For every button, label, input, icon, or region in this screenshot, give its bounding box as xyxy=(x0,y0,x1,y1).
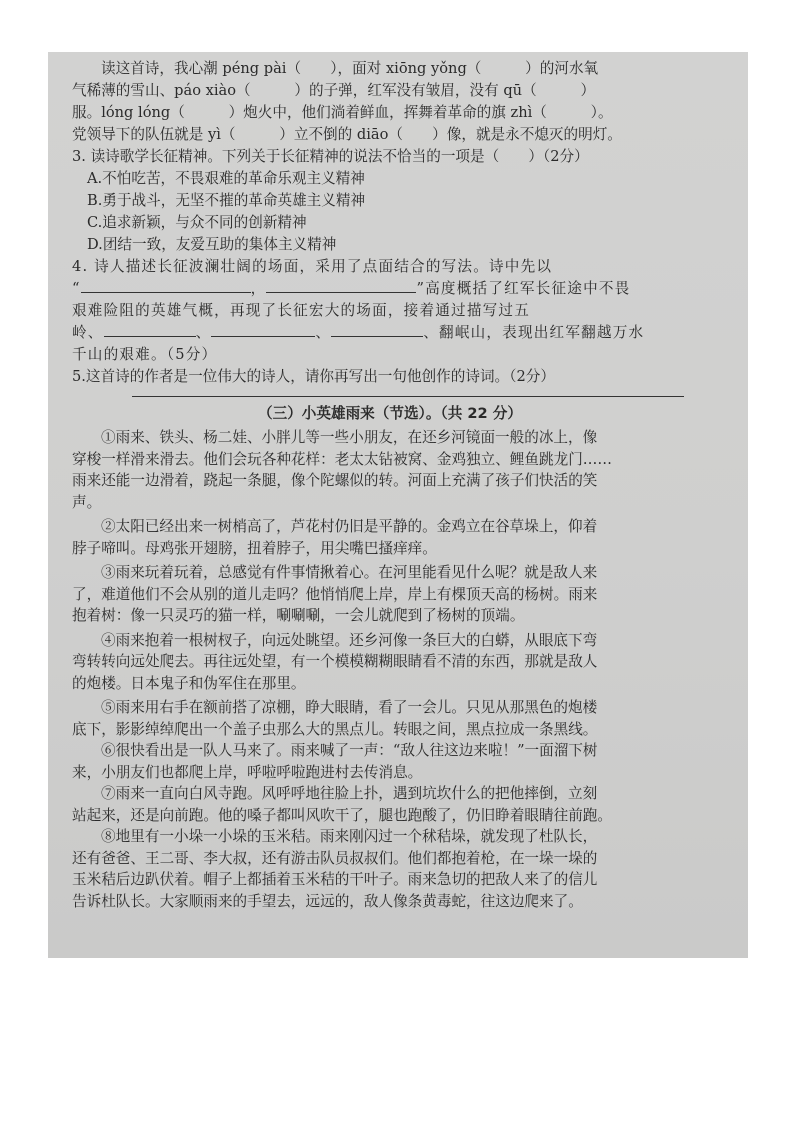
text-line: ①雨来、铁头、杨二娃、小胖儿等一些小朋友，在还乡河镜面一般的冰上，像 xyxy=(101,429,598,446)
text-line: 底下，影影绰绰爬出一个盖子虫那么大的黑点儿。转眼之间，黑点拉成一条黑线。 xyxy=(72,720,598,738)
worksheet-content xyxy=(72,58,708,912)
text-line: ②太阳已经出来一树梢高了，芦花村仍旧是平静的。金鸡立在谷草垛上，仰着 xyxy=(101,518,598,535)
quote-close-text: ”高度概括了红军长征途中不畏 xyxy=(416,280,631,297)
text-line: ⑤雨来用右手在额前搭了凉棚，睁大眼睛，看了一会儿。只见从那黑色的炮楼 xyxy=(101,699,598,716)
text-line: 还有爸爸、王二哥、李大叔，还有游击队员叔叔们。他们都抱着枪，在一垛一垛的 xyxy=(72,849,598,867)
question-stem: 4. 诗人描述长征波澜壮阔的场面，采用了点面结合的写法。诗中先以 xyxy=(72,258,553,275)
text-line: 读这首诗，我心潮 péng pài（ ），面对 xiōng yǒng（ ）的河水氧 xyxy=(101,60,599,77)
answer-blank[interactable] xyxy=(104,322,196,337)
text-line: ⑦雨来一直向白风寺跑。风呼呼地往脸上扑，遇到坑坎什么的把他摔倒，立刻 xyxy=(101,785,598,802)
text-line: 声。 xyxy=(72,493,102,511)
comma: ， xyxy=(250,280,267,297)
text-line-with-blanks xyxy=(72,278,708,300)
question-5 xyxy=(72,366,708,397)
quote-open: “ xyxy=(72,280,81,297)
text-line: 雨来还能一边滑着，跷起一条腿，像个陀螺似的转。河面上充满了孩子们快活的笑 xyxy=(72,472,598,489)
text-line: 来，小朋友们也都爬上岸，呼啦呼啦跑进村去传消息。 xyxy=(72,763,423,781)
text-line: 弯转转向远处爬去。再往远处望，有一个模模糊糊眼睛看不清的东西，那就是敌人 xyxy=(72,653,598,670)
option-a: A.不怕吃苦，不畏艰难的革命乐观主义精神 xyxy=(87,170,365,187)
text-line: 了，难道他们不会从别的道儿走吗？他悄悄爬上岸，岸上有棵顶天高的杨树。雨来 xyxy=(72,585,598,603)
separator: 、 xyxy=(195,324,212,341)
text-line-with-blanks xyxy=(72,322,708,344)
question-3 xyxy=(72,146,708,256)
text-line: 站起来，还是向前跑。他的嗓子都叫风吹干了，腿也跑酸了，仍旧睁着眼睛往前跑。 xyxy=(72,806,612,824)
option-c: C.追求新颖，与众不同的创新精神 xyxy=(87,214,307,231)
text-line: 服。lóng lóng（ ）炮火中，他们淌着鲜血，挥舞着革命的旗 zhì（ ）。 xyxy=(72,104,613,121)
story-passage xyxy=(72,427,708,912)
question-stem: 5.这首诗的作者是一位伟大的诗人，请你再写出一句他创作的诗词。（2分） xyxy=(72,368,555,385)
text-line: ④雨来抱着一根树杈子，向远处眺望。还乡河像一条巨大的白蟒，从眼底下弯 xyxy=(101,631,598,649)
option-b: B.勇于战斗，无坚不摧的革命英雄主义精神 xyxy=(87,192,366,209)
question-4 xyxy=(72,256,708,366)
answer-blank[interactable] xyxy=(81,278,251,293)
poem-fill-paragraph xyxy=(72,58,708,146)
text-line: 党领导下的队伍就是 yì（ ）立不倒的 diāo（ ）像，就是永不熄灭的明灯。 xyxy=(72,126,622,143)
text-segment: 岭、 xyxy=(72,324,104,341)
text-line: ⑧地里有一小垛一小垛的玉米秸。雨来刚闪过一个秫秸垛，就发现了杜队长， xyxy=(101,828,598,845)
text-line: 千山的艰难。（5分） xyxy=(72,346,218,363)
answer-blank[interactable] xyxy=(211,322,315,337)
question-stem: 3. 读诗歌学长征精神。下列关于长征精神的说法不恰当的一项是（ ）（2分） xyxy=(72,148,589,165)
answer-blank[interactable] xyxy=(331,322,423,337)
text-line: 玉米秸后边趴伏着。帽子上都插着玉米秸的干叶子。雨来急切的把敌人来了的信儿 xyxy=(72,871,598,888)
text-line: 艰难险阻的英雄气概，再现了长征宏大的场面，接着通过描写过五 xyxy=(72,302,531,319)
text-segment: 、翻岷山，表现出红军翻越万水 xyxy=(423,324,645,341)
text-line: 脖子啼叫。母鸡张开翅膀，扭着脖子，用尖嘴巴搔痒痒。 xyxy=(72,539,437,557)
option-d: D.团结一致，友爱互助的集体主义精神 xyxy=(87,236,337,253)
text-line: 穿梭一样滑来滑去。他们会玩各种花样：老太太钻被窝、金鸡独立、鲤鱼跳龙门…… xyxy=(72,450,612,468)
text-line: 告诉杜队长。大家顺雨来的手望去，远远的，敌人像条黄毒蛇，往这边爬来了。 xyxy=(72,892,583,910)
text-line: 抱着树：像一只灵巧的猫一样，唰唰唰，一会儿就爬到了杨树的顶端。 xyxy=(72,607,525,624)
text-line: 气稀薄的雪山、páo xiào（ ）的子弹，红军没有皱眉，没有 qū（ ） xyxy=(72,82,596,99)
answer-line[interactable] xyxy=(132,396,684,397)
answer-blank[interactable] xyxy=(266,278,416,293)
separator: 、 xyxy=(315,324,332,341)
section-title: （三）小英雄雨来（节选）。（共 22 分） xyxy=(258,405,522,422)
text-line: 的炮楼。日本鬼子和伪军住在那里。 xyxy=(72,674,306,692)
text-line: ⑥很快看出是一队人马来了。雨来喊了一声：“敌人往这边来啦！”一面溜下树 xyxy=(101,742,598,759)
text-line: ③雨来玩着玩着，总感觉有件事情揪着心。在河里能看见什么呢？就是敌人来 xyxy=(101,564,598,581)
